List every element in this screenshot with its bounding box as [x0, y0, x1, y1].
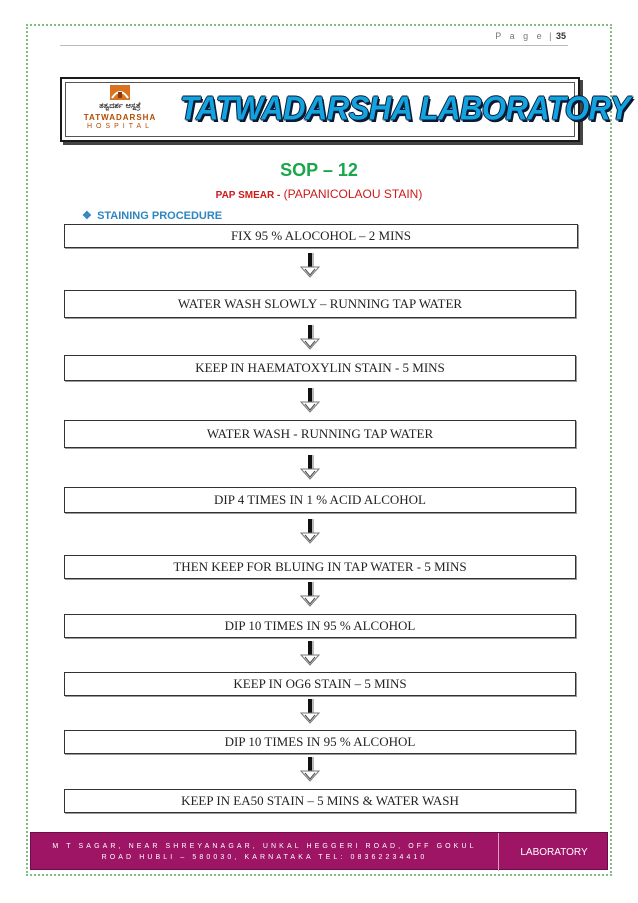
- flow-step: FIX 95 % ALOCOHOL – 2 MINS: [64, 224, 578, 248]
- flow-step: KEEP IN HAEMATOXYLIN STAIN - 5 MINS: [64, 355, 576, 381]
- sop-subtitle-paren: (PAPANICOLAOU STAIN): [280, 187, 423, 201]
- diamond-bullet-icon: ❖: [82, 210, 92, 222]
- flow-step: WATER WASH SLOWLY – RUNNING TAP WATER: [64, 290, 576, 318]
- logo-kannada-text: ತತ್ವದರ್ಶ ಆಸ್ಪತ್ರೆ: [99, 101, 141, 110]
- arrow-down-icon: [299, 698, 321, 724]
- page-footer: [30, 832, 608, 870]
- section-heading: [82, 209, 222, 222]
- hospital-logo-icon: [110, 85, 130, 100]
- banner-title: TATWADARSHA LABORATORY: [180, 89, 630, 128]
- arrow-down-icon: [299, 387, 321, 413]
- footer-address-line-1: M T SAGAR, NEAR SHREYANAGAR, UNKAL HEGGERI ROAD, OFF GOKUL: [52, 843, 477, 850]
- flow-step: THEN KEEP FOR BLUING IN TAP WATER - 5 MINS: [64, 555, 576, 579]
- flow-step: KEEP IN EA50 STAIN – 5 MINS & WATER WASH: [64, 789, 576, 813]
- flow-step: DIP 10 TIMES IN 95 % ALCOHOL: [64, 730, 576, 754]
- arrow-down-icon: [299, 756, 321, 782]
- page-label: P a g e: [495, 31, 545, 41]
- logo-subtitle: HOSPITAL: [86, 123, 154, 130]
- logo-name: TATWADARSHA: [83, 113, 157, 122]
- lab-banner: [60, 77, 630, 142]
- arrow-down-icon: [299, 581, 321, 607]
- page-number: 35: [555, 31, 566, 41]
- arrow-down-icon: [299, 252, 321, 278]
- sop-subtitle-lead: PAP SMEAR -: [215, 190, 281, 201]
- hospital-logo: [70, 85, 170, 135]
- arrow-down-icon: [299, 324, 321, 350]
- footer-label: LABORATORY: [520, 846, 588, 858]
- flow-step: WATER WASH - RUNNING TAP WATER: [64, 420, 576, 448]
- arrow-down-icon: [299, 640, 321, 666]
- sop-title: SOP – 12: [280, 160, 358, 180]
- footer-address-line-2: ROAD HUBLI – 580030, KARNATAKA TEL: 08362234410: [101, 854, 428, 861]
- arrow-down-icon: [299, 454, 321, 480]
- section-heading-text: STAINING PROCEDURE: [97, 210, 223, 222]
- flow-step: DIP 4 TIMES IN 1 % ACID ALCOHOL: [64, 487, 576, 513]
- sop-subtitle: [0, 185, 638, 203]
- arrow-down-icon: [299, 518, 321, 544]
- page-header: [60, 28, 568, 46]
- flow-step: KEEP IN OG6 STAIN – 5 MINS: [64, 672, 576, 696]
- flow-step: DIP 10 TIMES IN 95 % ALCOHOL: [64, 614, 576, 638]
- footer-address: [31, 833, 499, 871]
- page-separator: |: [549, 31, 552, 41]
